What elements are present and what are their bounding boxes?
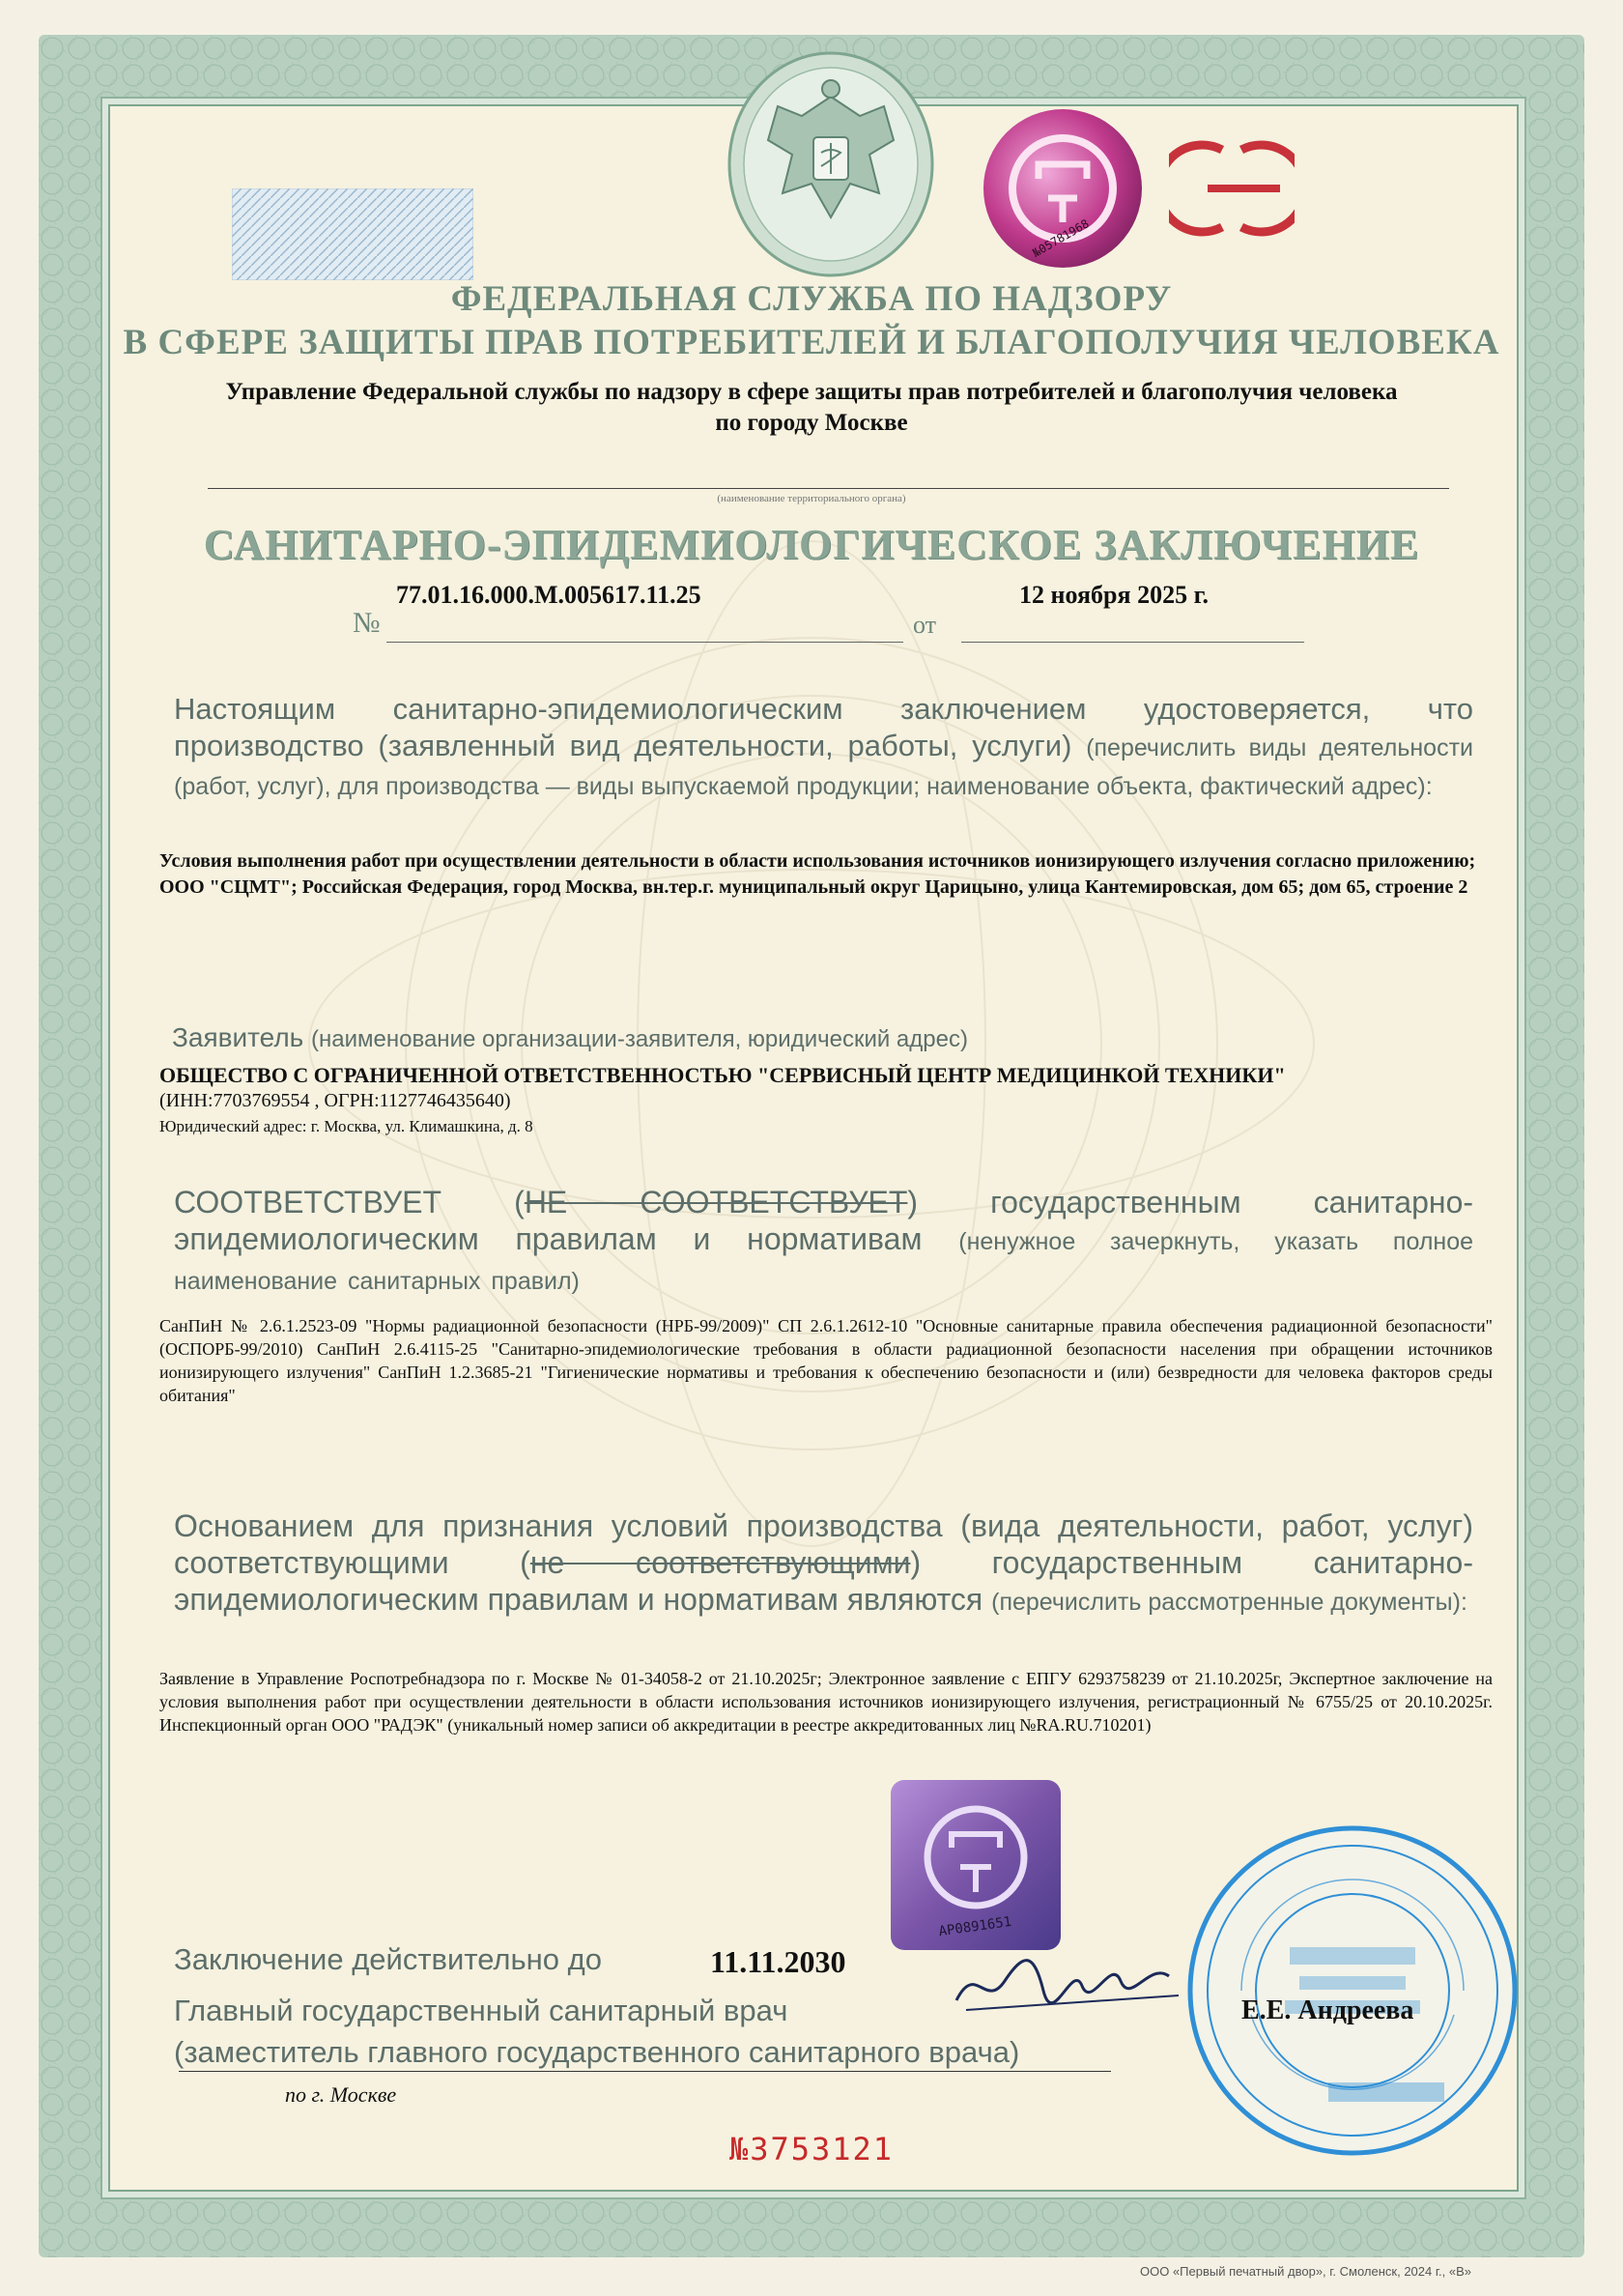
- number-underline: [386, 642, 903, 643]
- hologram-sticker-top: [981, 106, 1145, 271]
- applicant-label-main: Заявитель: [172, 1022, 304, 1052]
- hologram-top-serial: №05781968: [1030, 216, 1092, 260]
- department-line1: Управление Федеральной службы по надзору в сфере защиты прав потребителей и благополучия человека: [225, 379, 1398, 405]
- valid-until-label: Заключение действительно до: [174, 1942, 602, 1976]
- number-label: №: [353, 607, 381, 639]
- not-complies-struck: НЕ СООТВЕТСТВУЕТ: [524, 1185, 908, 1220]
- valid-until-date: 11.11.2030: [710, 1944, 846, 1979]
- printer-imprint: ООО «Первый печатный двор», г. Смоленск, 2024 г., «В»: [1140, 2264, 1471, 2279]
- agency-title-line1: ФЕДЕРАЛЬНАЯ СЛУЖБА ПО НАДЗОРУ: [450, 279, 1173, 319]
- activity-body: Условия выполнения работ при осуществлении деятельности в области использования источников ионизирующего излучения согласно приложению; ООО "СЦМТ"; Российская Федерация, город Москва, вн.тер.г. муниципальный округ Царицыно, улица Кантемировская, дом 65; дом 65, строение 2: [159, 850, 1476, 898]
- document-date: 12 ноября 2025 г.: [1019, 581, 1209, 609]
- city-note: по г. Москве: [285, 2082, 397, 2107]
- basis-hint: (перечислить рассмотренные документы):: [991, 1589, 1467, 1616]
- activity-intro: [174, 691, 1473, 805]
- compliance-statement: [174, 1184, 1473, 1300]
- date-underline: [961, 642, 1304, 643]
- complies-text: СООТВЕТСТВУЕТ (: [174, 1185, 525, 1220]
- date-label: от: [913, 611, 937, 639]
- basis-statement: [174, 1507, 1473, 1621]
- hologram-sticker-bottom: [889, 1778, 1063, 1952]
- sanitary-norms-list: СанПиН № 2.6.1.2523-09 "Нормы радиационной безопасности (НРБ-99/2009)" СП 2.6.1.2612-10 "Основные санитарные правила обеспечения радиационной безопасности" (ОСПОРБ-99/2010) СанПиН 2.6.4115-25 "Санитарно-эпидемиологические требования в области радиационной безопасности населения при обращении источников ионизирующего излучения" СанПиН 1.2.3685-21 "Гигиенические нормативы и требования к обеспечению безопасности и (или) безвредности для человека факторов среды обитания": [159, 1316, 1493, 1405]
- basis-documents: Заявление в Управление Роспотребнадзора по г. Москве № 01-34058-2 от 21.10.2025г; Электронное заявление с ЕПГУ 6293758239 от 21.10.2025г, Экспертное заключение на условия выполнения работ при осуществлении деятельности в области использования источников ионизирующего излучения, регистрационный № 6755/25 от 20.10.2025г. Инспекционный орган ООО "РАДЭК" (уникальный номер записи об аккредитации в реестре аккредитованных лиц №RA.RU.710201): [159, 1669, 1493, 1735]
- agency-title-line2: В СФЕРЕ ЗАЩИТЫ ПРАВ ПОТРЕБИТЕЛЕЙ И БЛАГОПОЛУЧИЯ ЧЕЛОВЕКА: [123, 323, 1500, 362]
- department-note: (наименование территориального органа): [717, 493, 906, 504]
- applicant-org: ОБЩЕСТВО С ОГРАНИЧЕННОЙ ОТВЕТСТВЕННОСТЬЮ "СЕРВИСНЫЙ ЦЕНТР МЕДИЦИНКОЙ ТЕХНИКИ": [159, 1063, 1286, 1087]
- activity-intro-hint: (перечислить виды деятельности (работ, услуг), для производства — виды выпускаемой продукции; наименование объекта, фактический адрес):: [174, 734, 1473, 800]
- basis-struck: не соответствующими: [529, 1545, 911, 1580]
- document-number: 77.01.16.000.М.005617.11.25: [396, 581, 701, 609]
- compliance-rest: ) государственным санитарно-эпидемиологическим правилам и нормативам: [174, 1185, 1474, 1256]
- department-underline: [208, 488, 1449, 489]
- applicant-label: [172, 1022, 968, 1053]
- document-title: САНИТАРНО-ЭПИДЕМИОЛОГИЧЕСКОЕ ЗАКЛЮЧЕНИЕ: [203, 521, 1420, 568]
- compliance-hint: (ненужное зачеркнуть, указать полное наименование санитарных правил): [174, 1228, 1474, 1295]
- form-serial-number: №3753121: [728, 2131, 895, 2167]
- rospotrebnadzor-emblem: [725, 48, 937, 280]
- department-line2: по городу Москве: [715, 410, 908, 436]
- official-round-stamp: [1183, 1822, 1522, 2160]
- security-hatch-box: [232, 188, 473, 280]
- se-certification-mark: [1169, 135, 1295, 242]
- signature-underline: [179, 2071, 1111, 2072]
- applicant-address: Юридический адрес: г. Москва, ул. Климашкина, д. 8: [159, 1117, 533, 1135]
- basis-part2: ) государственным санитарно-эпидемиологическим правилам и нормативам являются: [174, 1545, 1474, 1617]
- applicant-label-hint: (наименование организации-заявителя, юридический адрес): [311, 1026, 968, 1052]
- signer-name: Е.Е. Андреева: [1241, 1995, 1414, 2025]
- hologram-bottom-serial: AP0891651: [937, 1913, 1013, 1940]
- basis-part1: Основанием для признания условий производства (вида деятельности, работ, услуг) соответствующими (: [174, 1508, 1473, 1580]
- signature-scribble: [947, 1942, 1188, 2020]
- applicant-ids: (ИНН:7703769554 , ОГРН:1127746435640): [159, 1090, 511, 1111]
- chief-doctor-title: Главный государственный санитарный врач: [174, 1994, 788, 2027]
- department-name: [155, 377, 1468, 439]
- activity-intro-main: Настоящим санитарно-эпидемиологическим заключением удостоверяется, что производство (заявленный вид деятельности, работы, услуги): [174, 692, 1473, 762]
- deputy-doctor-title: (заместитель главного государственного санитарного врача): [174, 2035, 1020, 2069]
